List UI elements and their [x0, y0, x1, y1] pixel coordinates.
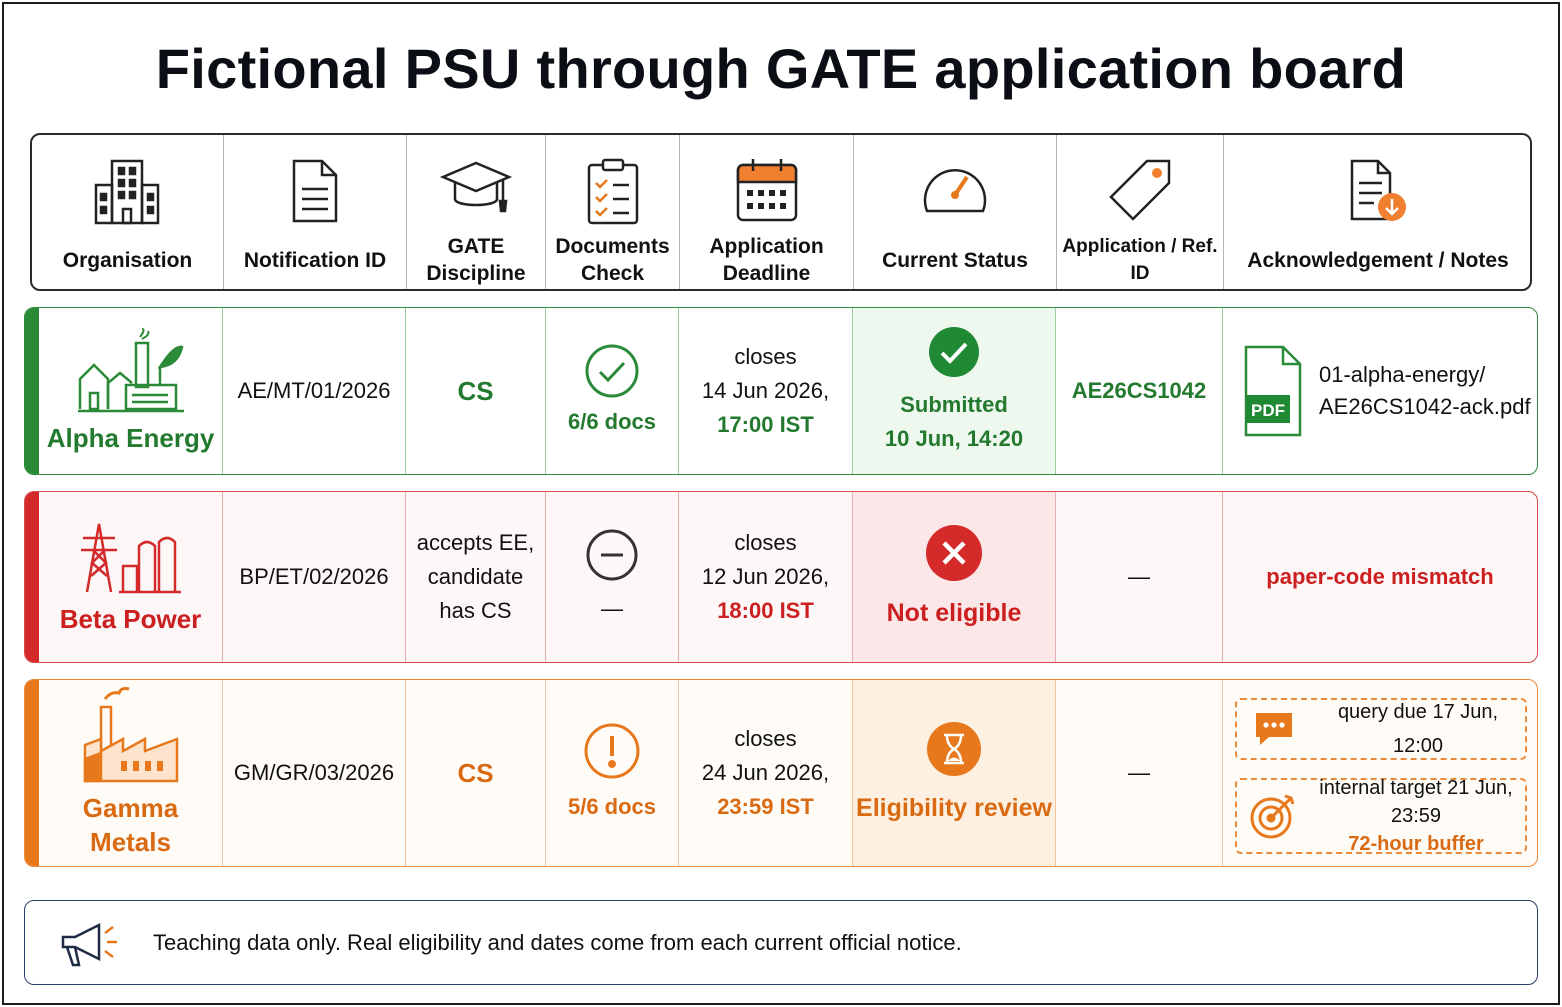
- status-label: Not eligible: [886, 599, 1022, 627]
- org-name: Alpha Energy: [46, 423, 215, 453]
- col-label: Application Deadline: [709, 235, 824, 285]
- deadline-date: 12 Jun 2026,: [701, 564, 830, 589]
- status-time: 10 Jun, 14:20: [884, 426, 1024, 451]
- organisation-cell: [39, 492, 222, 662]
- power-tower-icon: [79, 518, 183, 594]
- building-icon: [92, 157, 164, 225]
- deadline-label: closes: [734, 726, 797, 751]
- target-note: [1235, 778, 1527, 854]
- col-label: Acknowledgement / Notes: [1247, 248, 1509, 272]
- pdf-badge: PDF: [1251, 401, 1285, 420]
- deadline-date: 14 Jun 2026,: [701, 378, 830, 403]
- check-circle-icon: [584, 343, 640, 399]
- notification-id: GM/GR/03/2026: [233, 760, 395, 785]
- discipline-cell: [406, 680, 545, 866]
- factory-icon: [81, 687, 181, 783]
- ack-file[interactable]: AE26CS1042-ack.pdf: [1319, 394, 1531, 419]
- deadline-time: 17:00 IST: [717, 412, 814, 437]
- col-application-ref-id: [1057, 135, 1223, 289]
- status-label: Submitted: [900, 392, 1008, 417]
- col-label: Organisation: [62, 248, 193, 272]
- col-notification-id: [224, 135, 406, 289]
- ref-id-cell: [1056, 308, 1222, 474]
- check-badge-icon: [928, 326, 980, 378]
- documents-count: 5/6 docs: [567, 794, 657, 819]
- ref-id[interactable]: AE26CS1042: [1071, 378, 1207, 403]
- ref-id: —: [1128, 564, 1150, 589]
- table-row: [24, 307, 1538, 475]
- table-row: [24, 679, 1538, 867]
- query-due: query due 17 Jun, 12:00: [1337, 701, 1499, 757]
- deadline-cell: [679, 308, 852, 474]
- ref-id: —: [1128, 760, 1150, 785]
- organisation-cell: [39, 308, 222, 474]
- discipline-line: has CS: [439, 598, 512, 623]
- col-label: Application / Ref. ID: [1062, 236, 1218, 284]
- megaphone-icon: [55, 919, 125, 969]
- deadline-date: 24 Jun 2026,: [701, 760, 830, 785]
- deadline-label: closes: [734, 344, 797, 369]
- ref-id-cell: [1056, 492, 1222, 662]
- deadline-time: 18:00 IST: [717, 598, 814, 623]
- col-label: Notification ID: [243, 248, 387, 272]
- col-documents-check: [546, 135, 679, 289]
- discipline-cell: [406, 492, 545, 662]
- org-name: Beta Power: [59, 604, 202, 634]
- ack-path[interactable]: 01-alpha-energy/: [1319, 362, 1486, 387]
- col-application-deadline: [680, 135, 853, 289]
- notification-id: BP/ET/02/2026: [239, 564, 389, 589]
- query-note: [1235, 698, 1527, 760]
- deadline-cell: [679, 680, 852, 866]
- pdf-file-icon[interactable]: [1243, 343, 1303, 439]
- col-acknowledgement-notes: [1224, 135, 1532, 289]
- disclaimer-note: [24, 900, 1538, 985]
- notification-id: AE/MT/01/2026: [237, 378, 391, 403]
- ack-cell: [1223, 680, 1537, 866]
- status-cell: [853, 492, 1055, 662]
- ack-cell: [1223, 492, 1537, 662]
- col-label: GATE Discipline: [426, 235, 526, 285]
- documents-cell: [546, 680, 678, 866]
- notification-id-cell: [223, 308, 405, 474]
- discipline-line: accepts EE,: [416, 530, 535, 555]
- x-badge-icon: [925, 524, 983, 582]
- deadline-time: 23:59 IST: [717, 794, 814, 819]
- minus-circle-icon: [585, 528, 639, 582]
- col-organisation: [32, 135, 223, 289]
- disclaimer-text: Teaching data only. Real eligibility and dates come from each current official notice.: [153, 929, 962, 955]
- ref-id-cell: [1056, 680, 1222, 866]
- graduation-cap-icon: [439, 157, 513, 219]
- clipboard-checklist-icon: [585, 157, 641, 225]
- organisation-cell: [39, 680, 222, 866]
- notification-id-cell: [223, 492, 405, 662]
- documents-cell: [546, 308, 678, 474]
- document-icon: [290, 157, 340, 225]
- calendar-icon: [735, 157, 799, 223]
- tag-icon: [1107, 157, 1173, 223]
- table-row: [24, 491, 1538, 663]
- col-label: Current Status: [882, 248, 1028, 272]
- col-current-status: [854, 135, 1056, 289]
- hourglass-badge-icon: [926, 721, 982, 777]
- deadline-cell: [679, 492, 852, 662]
- notification-id-cell: [223, 680, 405, 866]
- gauge-icon: [921, 157, 989, 221]
- org-name: Gamma Metals: [82, 793, 179, 857]
- status-label: Eligibility review: [856, 794, 1052, 822]
- ack-cell: [1223, 308, 1537, 474]
- document-download-icon: [1348, 157, 1408, 225]
- energy-plant-icon: [76, 327, 186, 413]
- col-gate-discipline: [407, 135, 545, 289]
- col-label: Documents Check: [555, 235, 670, 285]
- documents-count: 6/6 docs: [567, 409, 657, 434]
- deadline-label: closes: [734, 530, 797, 555]
- status-cell: [853, 308, 1055, 474]
- table-header: [30, 133, 1532, 291]
- internal-target: internal target 21 Jun, 23:59: [1319, 777, 1513, 827]
- exclamation-circle-icon: [583, 722, 641, 780]
- documents-count: —: [601, 596, 623, 621]
- status-cell: [853, 680, 1055, 866]
- discipline: CS: [457, 758, 494, 788]
- discipline-line: candidate: [427, 564, 524, 589]
- page-title: Fictional PSU through GATE application board: [155, 37, 1407, 100]
- ack-note: paper-code mismatch: [1266, 564, 1494, 589]
- discipline-cell: [406, 308, 545, 474]
- buffer-label: 72-hour buffer: [1348, 833, 1484, 855]
- chat-bubble-icon: [1253, 710, 1295, 748]
- documents-cell: [546, 492, 678, 662]
- target-icon: [1249, 792, 1297, 840]
- discipline: CS: [457, 376, 494, 406]
